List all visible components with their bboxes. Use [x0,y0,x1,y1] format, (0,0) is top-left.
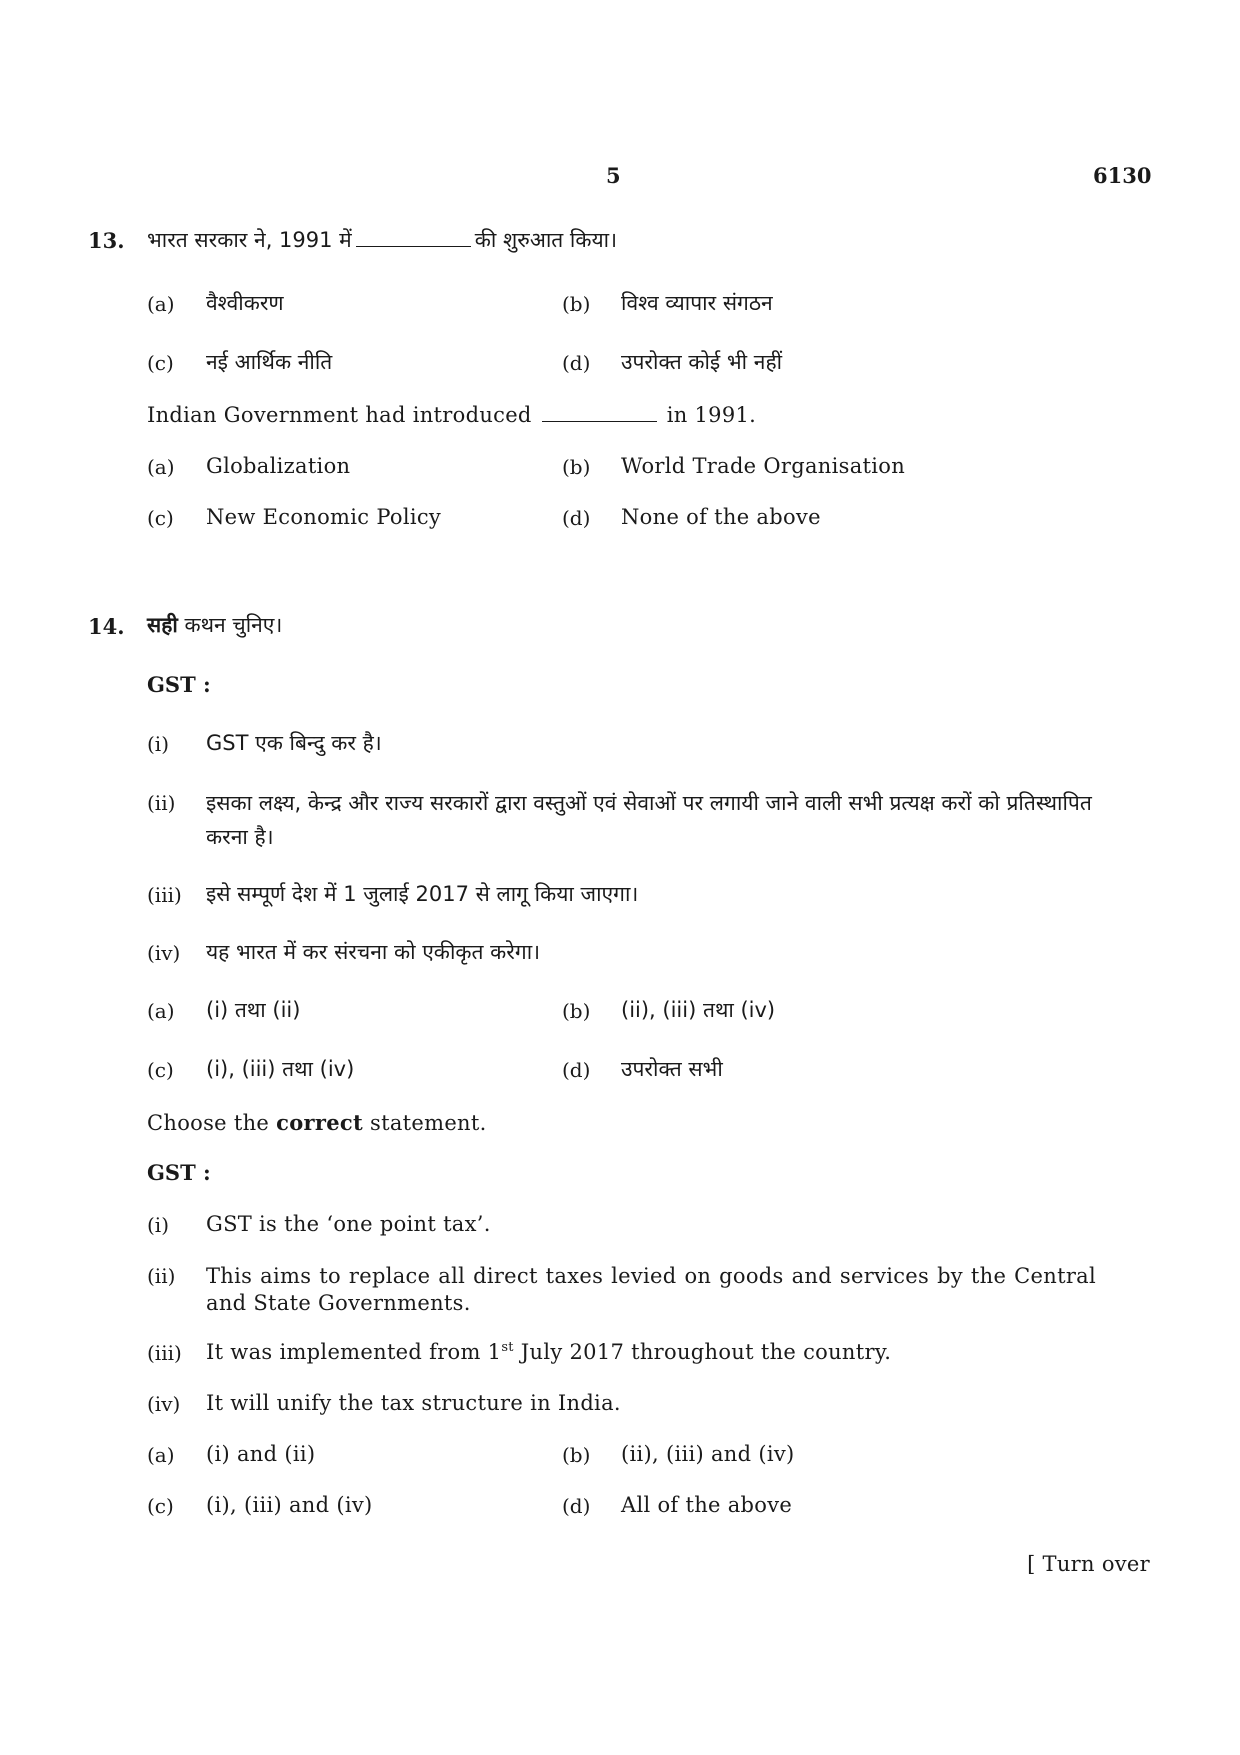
option-label: (d) [562,1494,591,1518]
statement-text: It will unify the tax structure in India. [206,1391,621,1415]
statement-text: GST एक बिन्दु कर है। [206,731,382,755]
option-label: (c) [147,1058,174,1082]
question-text-part: कथन चुनिए। [184,613,283,637]
statement-label: (iii) [147,883,182,907]
answer-blank [356,228,471,247]
option-text: World Trade Organisation [621,454,906,478]
option-label: (b) [562,455,591,479]
option-text: नई आर्थिक नीति [206,350,333,374]
gst-label: GST : [147,672,211,697]
option-text: None of the above [621,505,821,529]
question-text-english [147,1110,487,1135]
option-label: (a) [147,455,175,479]
option-text: वैश्वीकरण [206,291,284,315]
option-label: (b) [562,1443,591,1467]
emphasis-text: correct [276,1110,364,1135]
statement-text-part: It was implemented from 1 [206,1340,502,1364]
option-text: (i) तथा (ii) [206,998,301,1022]
question-text-hindi [147,611,282,639]
statement-text: इसका लक्ष्य, केन्द्र और राज्य सरकारों द्वारा वस्तुओं एवं सेवाओं पर लगायी जाने वाली सभी प्रत्यक्ष करों को प्रतिस्थापित करना है। [206,791,1092,849]
option-text: उपरोक्त कोई भी नहीं [621,350,783,374]
option-label: (a) [147,292,175,316]
option-label: (c) [147,506,174,530]
option-label: (d) [562,351,591,375]
question-text-part: भारत सरकार ने, 1991 में [147,228,352,252]
question-text-hindi [147,226,617,254]
turn-over-note: [ Turn over [1027,1552,1150,1576]
question-text-part: Indian Government had introduced [147,403,532,427]
question-text-english [147,403,756,427]
option-label: (c) [147,1494,174,1518]
option-text: (ii), (iii) तथा (iv) [621,998,776,1022]
emphasis-text: सही [147,613,178,637]
question-text-part: की शुरुआत किया। [474,228,618,252]
option-text: New Economic Policy [206,505,442,529]
statement-text [206,1340,891,1364]
option-text: (ii), (iii) and (iv) [621,1442,795,1466]
question-text-part: Choose the [147,1111,270,1135]
option-label: (a) [147,1443,175,1467]
option-label: (c) [147,351,174,375]
paper-code: 6130 [1093,163,1152,188]
statement-text: GST is the ‘one point tax’. [206,1212,491,1236]
option-label: (d) [562,506,591,530]
statement-label: (iii) [147,1341,182,1365]
ordinal-suffix: st [501,1340,514,1355]
option-label: (d) [562,1058,591,1082]
statement-text-part: July 2017 throughout the country. [513,1340,892,1364]
statement-label: (i) [147,1213,170,1237]
option-text: Globalization [206,454,351,478]
option-label: (b) [562,292,591,316]
statement-text: इसे सम्पूर्ण देश में 1 जुलाई 2017 से लागू किया जाएगा। [206,882,639,906]
option-text: (i) and (ii) [206,1442,316,1466]
page-number: 5 [606,163,621,188]
statement-label: (ii) [147,1264,176,1288]
statement-label: (ii) [147,791,176,815]
option-text: (i), (iii) तथा (iv) [206,1057,355,1081]
question-text-part: in 1991. [666,403,757,427]
answer-blank [542,403,657,422]
option-label: (b) [562,999,591,1023]
option-text: (i), (iii) and (iv) [206,1493,373,1517]
option-text: विश्व व्यापार संगठन [621,291,773,315]
statement-label: (iv) [147,941,181,965]
option-text: उपरोक्त सभी [621,1057,723,1081]
statement-label: (i) [147,732,170,756]
question-number: 13. [88,228,125,253]
gst-label: GST : [147,1160,211,1185]
question-text-part: statement. [370,1111,487,1135]
option-text: All of the above [621,1493,793,1517]
statement-text: यह भारत में कर संरचना को एकीकृत करेगा। [206,940,541,964]
statement-label: (iv) [147,1392,181,1416]
question-number: 14. [88,614,125,639]
statement-text: This aims to replace all direct taxes levied on goods and services by the Central and State Governments. [206,1264,1096,1315]
option-label: (a) [147,999,175,1023]
